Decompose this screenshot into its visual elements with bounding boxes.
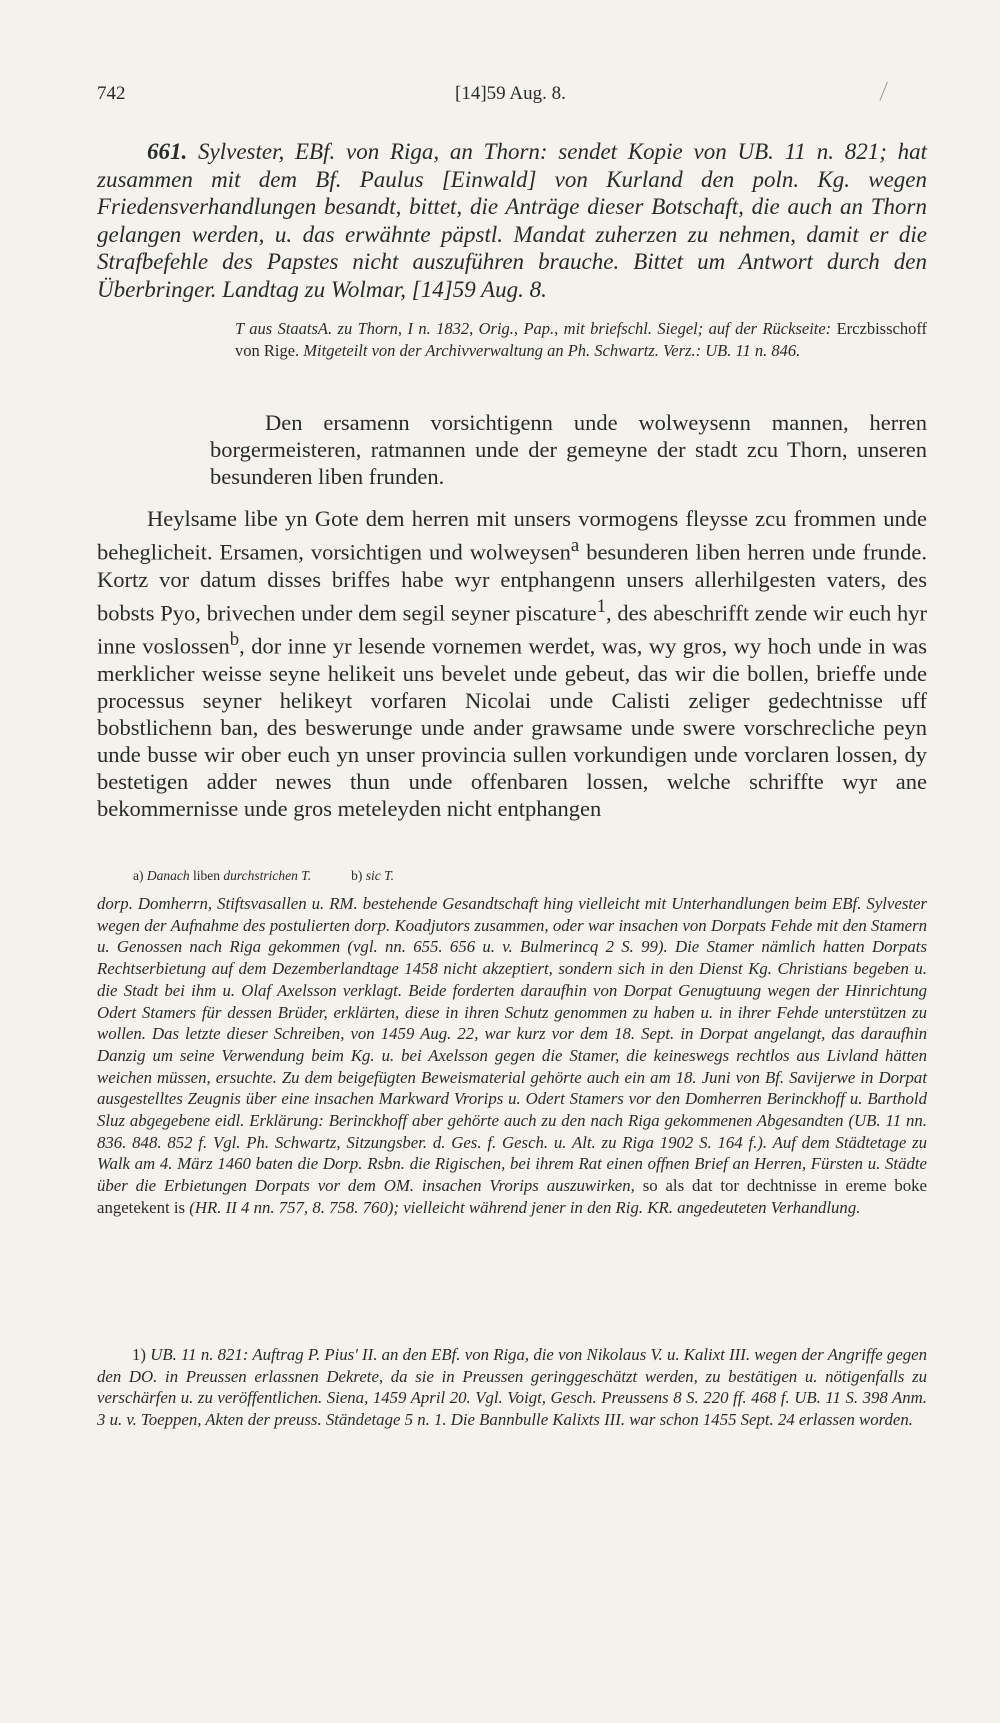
commentary-quote: so als dat tor dechtnisse in ereme boke angetekent is bbox=[97, 1176, 928, 1217]
source-note-part1: T aus StaatsA. zu Thorn, I n. 1832, Orig., Pap., mit briefschl. Siegel; auf der Rückseite: bbox=[235, 319, 832, 338]
footnote-ref-b: b bbox=[229, 629, 240, 651]
commentary-text-2: (HR. II 4 nn. 757, 8. 758. 760); vielleicht während jener in den Rig. KR. angedeuteten Verhandlung. bbox=[189, 1197, 861, 1217]
letter-body-part3: , des abeschrifft zende wir euch hyr inne voslossen bbox=[97, 600, 927, 659]
footnote-ref-a: a bbox=[570, 535, 580, 557]
footnote-1 bbox=[97, 1344, 927, 1431]
commentary-text-1: dorp. Domherrn, Stiftsvasallen u. RM. bestehende Gesandtschaft hing vielleicht mit Unterhandlungen beim EBf. Sylvester wegen der Aufnahme des postulierten dorp. Koadjutors zusammen, oder war insachen von Dorpats Fehde mit den Stamern u. Genossen nach Riga gekommen (vgl. nn. 655. 656 u. v. Bulmerincq 2 S. 99). Die Stamer nämlich hatten Dorpats Rechtserbietung auf dem Dezemberlandtage 1458 nicht akzeptiert, sondern sich in den Dienst Kg. Christians begeben u. die Stadt bei ihm u. Olaf Axelsson verklagt. Beide forderten daraufhin von Dorpat Genugtuung wegen der Hinrichtung Odert Stamers für dessen Brüder, erklärten, diese in ihren Schutz genommen zu haben u. in ihrer Fehde unterstützen zu wollen. Das letzte dieser Schreiben, von 1459 Aug. 22, war kurz vor dem 18. Sept. in Dorpat angelangt, das daraufhin Danzig um seine Verwendung beim Kg. u. bei Axelsson gegen die Stamer, die keineswegs rechtlos aus Livland hätten weichen müssen, ersuchte. Zu dem beigefügten Beweismaterial gehörte auch ein am 18. Juni von Bf. Savijerwe in Dorpat ausgestelltes Zeugnis über eine insachen Markward Vrorips u. Odert Stamers vor den Domherren Berinckhoff u. Barthold Sluz abgegebene eidl. Erklärung: Berinckhoff aber gehörte auch zu den nach Riga gekommenen Abgesandten (UB. 11 nn. 836. 848. 852 f. Vgl. Ph. Schwartz, Sitzungsber. d. Ges. f. Gesch. u. Alt. zu Riga 1902 S. 164 f.). Auf dem Städtetage zu Walk am 4. März 1460 baten die Dorp. Rsbn. die Rigischen, bei ihrem Rat einen offnen Brief an Herren, Fürsten u. Städte über die Erbietungen Dorpats vor dem OM. insachen Vrorips auszuwirken, bbox=[97, 894, 927, 1196]
source-note-part2: Erczbisschoff von Rige. bbox=[235, 319, 928, 360]
running-head bbox=[97, 83, 1000, 111]
apparatus-b-label: b) bbox=[351, 868, 363, 883]
letter-address: Den ersamenn vorsichtigenn unde wolweysenn mannen, herren borgermeisteren, ratmannen unde der gemeyne der stadt zcu Thorn, unseren besunderen liben frunden. bbox=[210, 410, 927, 489]
letter-body-part2: besunderen liben herren unde frunde. Kortz vor datum disses briffes habe wyr entphangenn unsers allerhilgesten vaters, des bobsts Pyo, brivechen under dem segil seyner piscature bbox=[97, 539, 927, 626]
footnote-1-mark: 1) bbox=[132, 1345, 146, 1364]
letter-body bbox=[97, 505, 927, 823]
source-note-part3: Mitgeteilt von der Archivverwaltung an Ph. Schwartz. Verz.: UB. 11 n. 846. bbox=[303, 340, 801, 360]
apparatus-a-label: a) bbox=[133, 868, 144, 883]
apparatus-a-plain: liben bbox=[193, 868, 220, 883]
regest-summary bbox=[97, 138, 927, 304]
letter-body-part4: , dor inne yr lesende vornemen werdet, was, wy gros, wy hoch unde in was merklicher weisse seyne helikeit uns bevelet unde gebeut, das wir die bollen, brieffe unde processus seyner helikeyt vorfaren Nicolai unde Calisti zeliger gedechtnisse uff bobstlichenn ban, des beswerunge unde ander grawsame unde swere vorschrecliche peyn unde busse wir ober euch yn unser provincia sullen vorkundigen unde vorclaren lossen, dy bestetigen adder newes thun unde offenbaren lossen, welche schriffte wyr ane bekommernisse unde gros meteleyden nicht entphangen bbox=[97, 633, 927, 822]
letter-body-part1: Heylsame libe yn Gote dem herren mit unsers vormogens fleysse zcu frommen unde beheglicheit. Ersamen, vorsichtigen und wolweysen bbox=[97, 506, 927, 565]
regest-text: Sylvester, EBf. von Riga, an Thorn: sendet Kopie von UB. 11 n. 821; hat zusammen mit dem Bf. Paulus [Einwald] von Kurland den poln. Kg. wegen Friedensverhandlungen besandt, bittet, die Anträge dieser Botschaft, die auch an Thorn gelangen werden, u. das erwähnte päpstl. Mandat zuherzen zu nehmen, damit er die Strafbefehle des Papstes nicht auszuführen brauche. Bittet um Antwort durch den Überbringer. Landtag zu Wolmar, [14]59 Aug. 8. bbox=[97, 139, 927, 302]
apparatus-a-italic-2: durchstrichen T. bbox=[223, 868, 312, 883]
text-apparatus bbox=[133, 867, 933, 885]
document-number: 661. bbox=[147, 139, 188, 164]
apparatus-a-italic-1: Danach bbox=[146, 868, 190, 883]
source-note bbox=[235, 318, 927, 361]
footnote-ref-1: 1 bbox=[596, 595, 607, 617]
footnote-1-text: UB. 11 n. 821: Auftrag P. Pius' II. an den EBf. von Riga, die von Nikolaus V. u. Kalixt III. wegen der Angriffe gegen den DO. in Preussen erlassnen Dekrete, da sie in Preussen geringgeschätzt werden, zu bestätigen u. nötigenfalls zu verschärfen u. zu veröffentlichen. Siena, 1459 April 20. Vgl. Voigt, Gesch. Preussens 8 S. 220 ff. 468 f. UB. 11 S. 398 Anm. 3 u. v. Toeppen, Akten der preuss. Ständetage 5 n. 1. Die Bannbulle Kalixts III. war schon 1455 Sept. 24 erlassen worden. bbox=[97, 1345, 927, 1430]
running-date: [14]59 Aug. 8. bbox=[455, 83, 566, 104]
apparatus-b-italic: sic T. bbox=[365, 868, 395, 883]
page-number: 742 bbox=[97, 83, 126, 104]
commentary-note bbox=[97, 893, 927, 1219]
